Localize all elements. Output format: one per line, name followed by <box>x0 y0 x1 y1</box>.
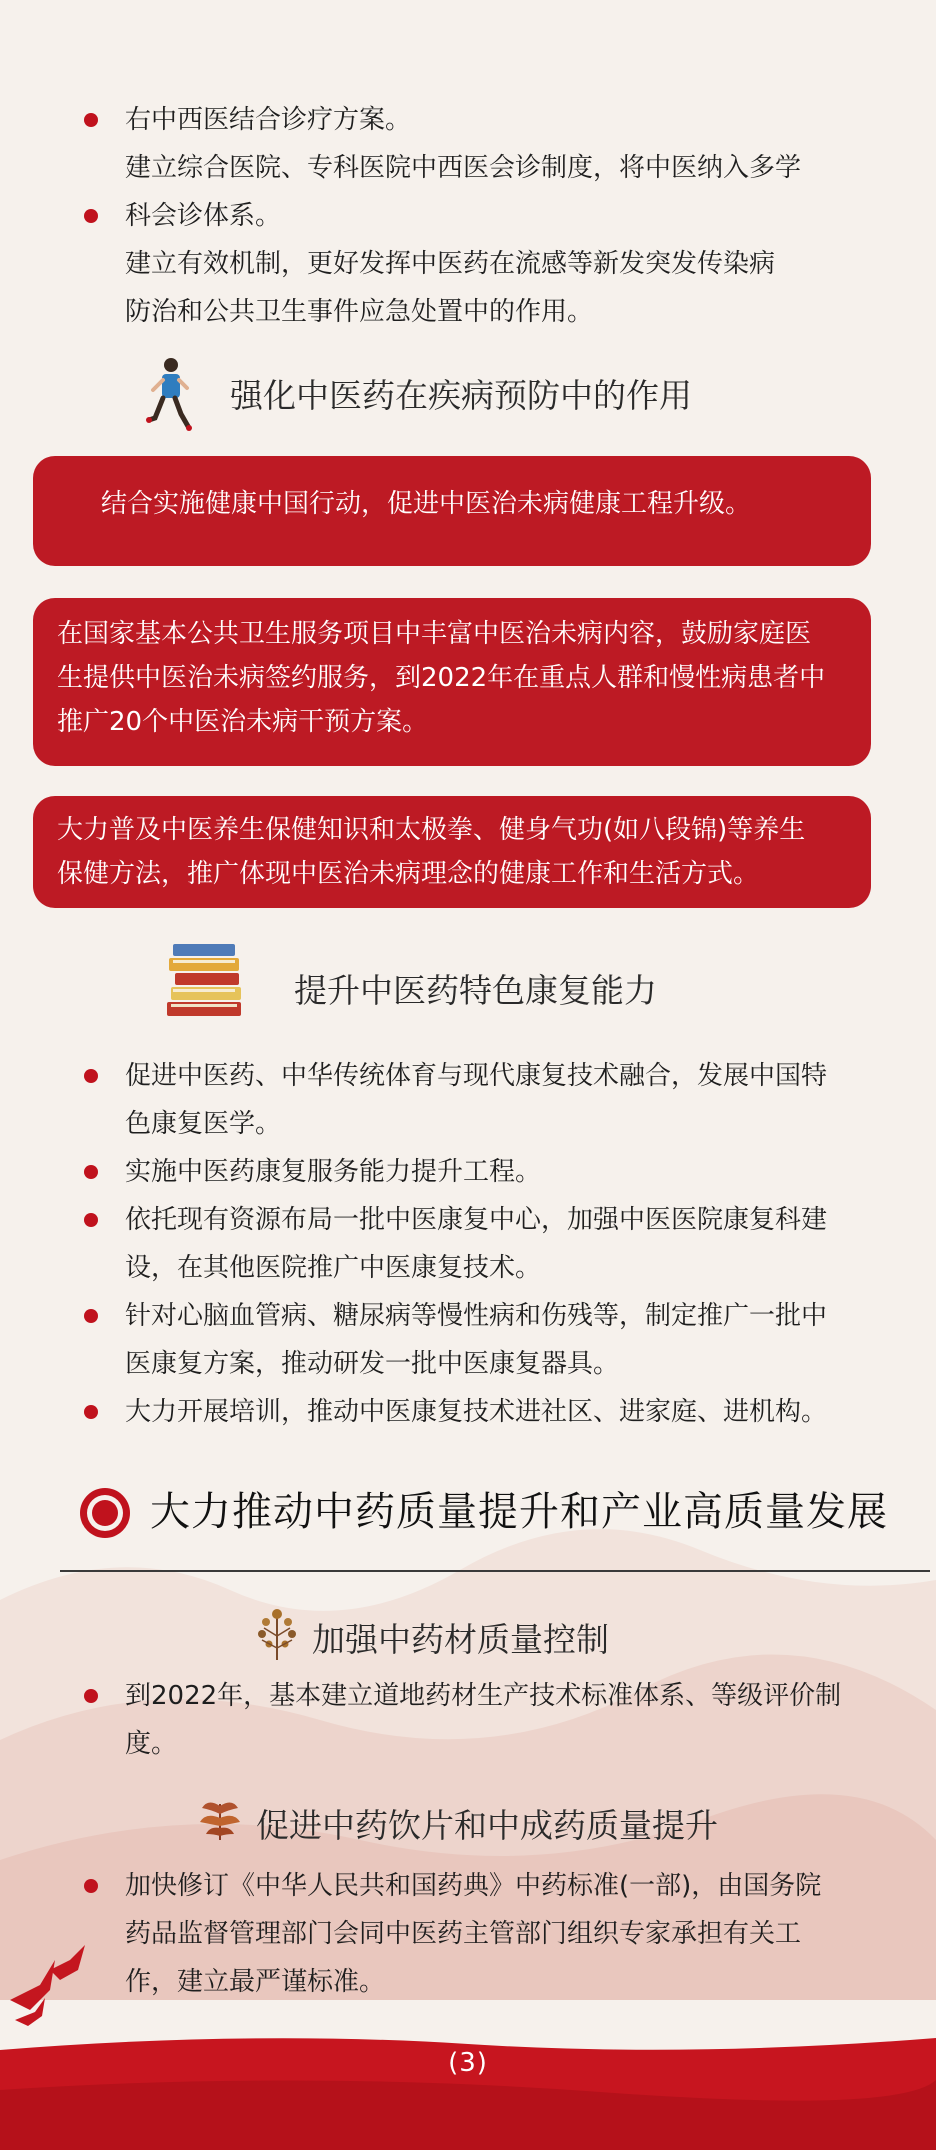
major-section-title: 大力推动中药质量提升和产业高质量发展 <box>150 1489 888 1535</box>
section-title: 促进中药饮片和中成药质量提升 <box>256 1806 718 1845</box>
herb-icon <box>252 1606 302 1662</box>
bullet-dot-icon <box>84 209 98 223</box>
highlight-box: 在国家基本公共卫生服务项目中丰富中医治未病内容，鼓励家庭医生提供中医治未病签约服务，到2022年在重点人群和慢性病患者中推广20个中医治未病干预方案。 <box>33 598 871 766</box>
bullet-dot-icon <box>84 1309 98 1323</box>
bullet-dot-icon <box>84 1165 98 1179</box>
books-icon <box>165 940 249 1026</box>
list-item: 到2022年，基本建立道地药材生产技术标准体系、等级评价制度。 <box>0 1672 936 1768</box>
bullet-dot-icon <box>84 1069 98 1083</box>
highlight-box: 结合实施健康中国行动，促进中医治未病健康工程升级。 <box>33 456 871 566</box>
list-item: 建立综合医院、专科医院中西医会诊制度，将中医纳入多学 <box>125 153 802 183</box>
list-item: 建立有效机制，更好发挥中医药在流感等新发突发传染病 防治和公共卫生事件应急处置中的作用。 <box>125 249 776 327</box>
target-circle-icon <box>78 1486 132 1540</box>
leaf-icon <box>196 1796 244 1842</box>
top-bullet-list <box>0 96 936 336</box>
section-title: 提升中医药特色康复能力 <box>294 971 657 1010</box>
list-item: 促进中医药、中华传统体育与现代康复技术融合，发展中国特色康复医学。 <box>0 1052 936 1148</box>
list-item: 右中西医结合诊疗方案。 <box>0 96 936 144</box>
bullet-dot-icon <box>84 1213 98 1227</box>
highlight-box: 大力普及中医养生保健知识和太极拳、健身气功(如八段锦)等养生保健方法，推广体现中医治未病理念的健康工作和生活方式。 <box>33 796 871 908</box>
bullet-dot-icon <box>84 1689 98 1703</box>
runner-icon <box>145 356 195 436</box>
list-item: 加快修订《中华人民共和国药典》中药标准(一部)，由国务院药品监督管理部门会同中医药主管部门组织专家承担有关工作，建立最严谨标准。 <box>0 1862 936 2006</box>
list-item: 大力开展培训，推动中医康复技术进社区、进家庭、进机构。 <box>0 1388 936 1436</box>
pill-bullet-list <box>0 1862 936 2006</box>
bullet-dot-icon <box>84 1879 98 1893</box>
list-item: 实施中医药康复服务能力提升工程。 <box>0 1148 936 1196</box>
page-number: (3) <box>448 2048 488 2078</box>
list-item: 针对心脑血管病、糖尿病等慢性病和伤残等，制定推广一批中医康复方案，推动研发一批中医康复器具。 <box>0 1292 936 1388</box>
section-title: 加强中药材质量控制 <box>312 1620 609 1659</box>
list-item: 科会诊体系。 <box>0 192 936 240</box>
rehab-bullet-list <box>0 1052 936 1436</box>
herb-bullet-list <box>0 1672 936 1768</box>
divider <box>60 1570 930 1572</box>
bullet-dot-icon <box>84 1405 98 1419</box>
list-item: 依托现有资源布局一批中医康复中心，加强中医医院康复科建设，在其他医院推广中医康复技术。 <box>0 1196 936 1292</box>
section-title: 强化中医药在疾病预防中的作用 <box>230 376 692 415</box>
bullet-dot-icon <box>84 113 98 127</box>
